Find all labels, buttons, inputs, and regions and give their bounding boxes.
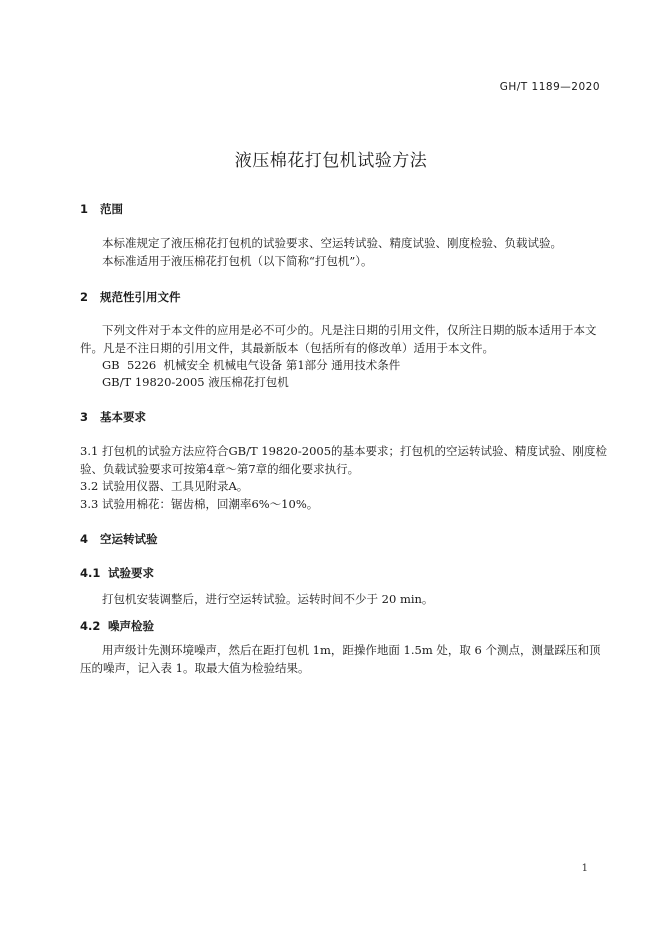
reference-gb5226: GB 5226 机械安全 机械电气设备 第1部分 通用技术条件 [102, 358, 401, 372]
subsection-number: 4.2 [80, 619, 101, 633]
section-number: 2 [80, 290, 89, 304]
paragraph-line: 件。凡是不注日期的引用文件，其最新版本（包括所有的修改单）适用于本文件。 [80, 341, 494, 355]
paragraph-line: 本标准适用于液压棉花打包机（以下简称“打包机”）。 [102, 254, 373, 268]
clause-3-2: 3.2 试验用仪器、工具见附录A。 [80, 479, 249, 493]
reference-gbt19820: GB/T 19820-2005 液压棉花打包机 [102, 375, 289, 389]
clause-3-3: 3.3 试验用棉花：锯齿棉，回潮率6%～10%。 [80, 497, 319, 511]
clause-3-1-line: 3.1 打包机的试验方法应符合GB/T 19820-2005的基本要求；打包机的空运转试验、精度试验、刚度检 [80, 444, 608, 458]
section-3-heading [80, 409, 146, 425]
section-4-heading [80, 531, 158, 547]
section-title: 规范性引用文件 [100, 290, 181, 304]
subsection-title: 噪声检验 [108, 619, 154, 633]
subsection-title: 试验要求 [108, 566, 154, 580]
subsection-4-1-heading [80, 565, 154, 581]
page-number: 1 [581, 863, 588, 874]
subsection-number: 4.1 [80, 566, 101, 580]
section-number: 3 [80, 410, 89, 424]
clause-3-1-line: 验、负载试验要求可按第4章～第7章的细化要求执行。 [80, 462, 360, 476]
subsection-4-2-heading [80, 618, 154, 634]
section-2-heading [80, 289, 181, 305]
document-title: 液压棉花打包机试验方法 [234, 151, 428, 171]
paragraph-line: 用声级计先测环境噪声，然后在距打包机 1m，距操作地面 1.5m 处，取 6 个测点，测量踩压和顶 [102, 643, 601, 657]
section-number: 1 [80, 202, 89, 216]
paragraph-line: 压的噪声，记入表 1。取最大值为检验结果。 [80, 661, 310, 675]
paragraph-line: 下列文件对于本文件的应用是必不可少的。凡是注日期的引用文件，仅所注日期的版本适用于本文 [102, 323, 597, 337]
section-number: 4 [80, 532, 89, 546]
section-title: 范围 [100, 202, 123, 216]
section-title: 空运转试验 [100, 532, 158, 546]
paragraph-line: 本标准规定了液压棉花打包机的试验要求、空运转试验、精度试验、刚度检验、负载试验。 [102, 236, 562, 250]
section-title: 基本要求 [100, 410, 146, 424]
section-1-heading [80, 201, 123, 217]
standard-number: GH/T 1189—2020 [499, 81, 600, 93]
paragraph-line: 打包机安装调整后，进行空运转试验。运转时间不少于 20 min。 [102, 592, 434, 606]
